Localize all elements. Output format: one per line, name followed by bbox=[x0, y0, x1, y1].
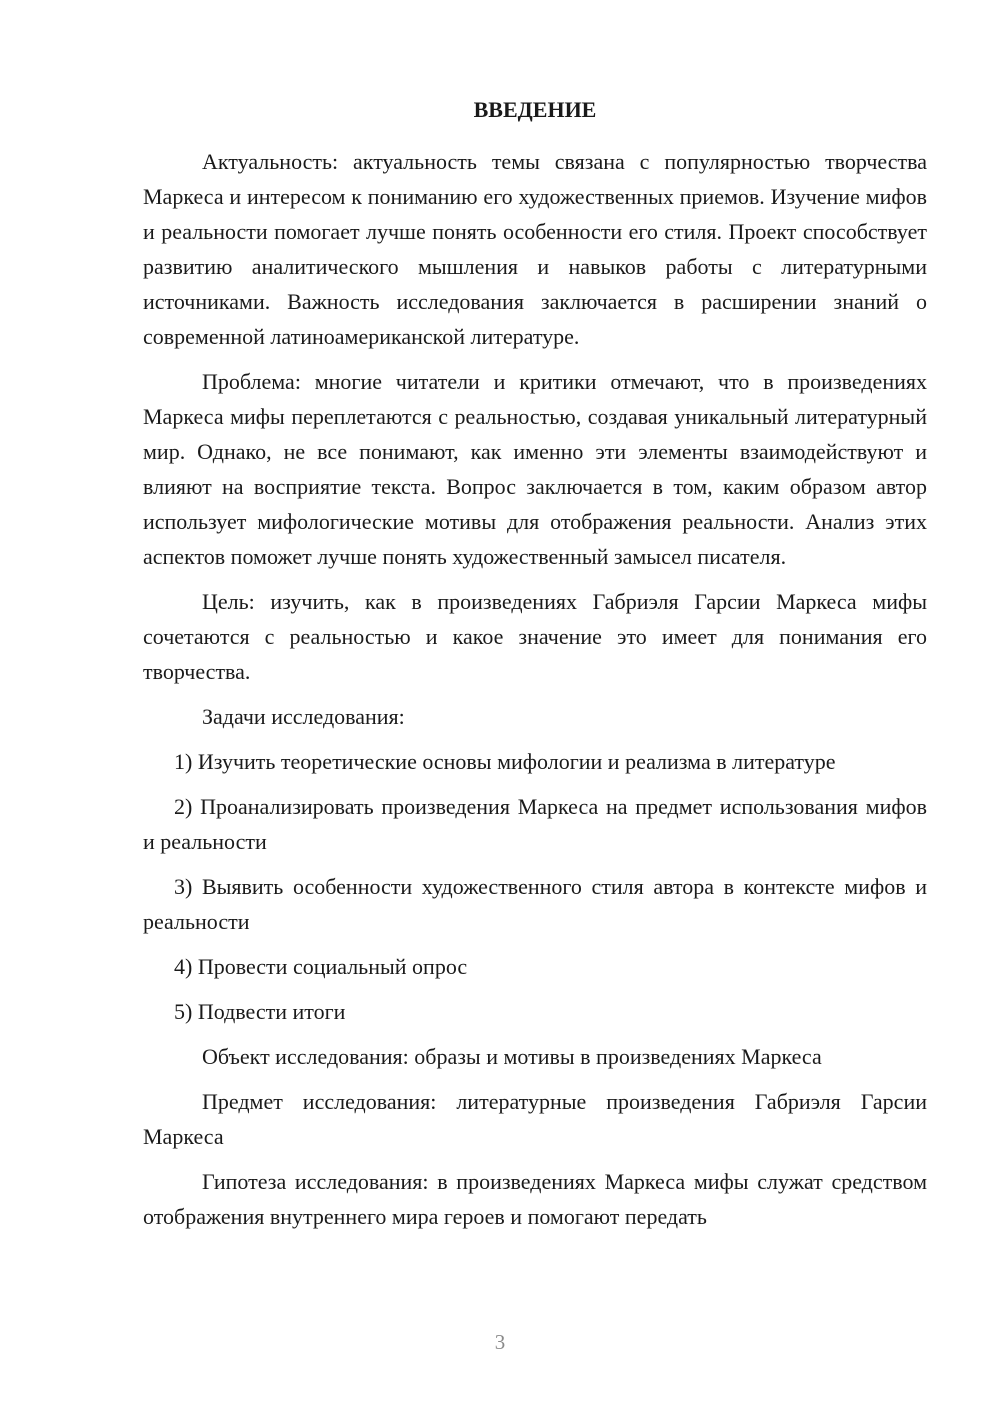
page-number: 3 bbox=[494, 1330, 506, 1354]
task-item-5: 5) Подвести итоги bbox=[174, 999, 346, 1024]
relevance-paragraph: Актуальность: актуальность темы связана с популярностью творчества Маркеса и интересом к пониманию его художественных приемов. Изучение мифов и реальности помогает лучше понять особенности его стиля. Проект способствует развитию аналитического мышления и навыков работы с литературными источниками. Важность исследования заключается в расширении знаний о современной латиноамериканской литературе. bbox=[143, 149, 927, 349]
task-item-1: 1) Изучить теоретические основы мифологии и реализма в литературе bbox=[174, 749, 836, 774]
task-item-2: 2) Проанализировать произведения Маркеса на предмет использования мифов и реальности bbox=[143, 794, 927, 854]
document-page bbox=[143, 88, 927, 1244]
tasks-title: Задачи исследования: bbox=[202, 704, 405, 729]
object-paragraph: Объект исследования: образы и мотивы в произведениях Маркеса bbox=[202, 1044, 822, 1069]
goal-paragraph: Цель: изучить, как в произведениях Габриэля Гарсии Маркеса мифы сочетаются с реальностью и какое значение это имеет для понимания его творчества. bbox=[143, 589, 927, 684]
task-item-3: 3) Выявить особенности художественного стиля автора в контексте мифов и реальности bbox=[143, 874, 927, 934]
subject-paragraph: Предмет исследования: литературные произведения Габриэля Гарсии Маркеса bbox=[143, 1089, 927, 1149]
problem-paragraph: Проблема: многие читатели и критики отмечают, что в произведениях Маркеса мифы переплетаются с реальностью, создавая уникальный литературный мир. Однако, не все понимают, как именно эти элементы взаимодействуют и влияют на восприятие текста. Вопрос заключается в том, каким образом автор использует мифологические мотивы для отображения реальности. Анализ этих аспектов поможет лучше понять художественный замысел писателя. bbox=[143, 369, 927, 569]
section-heading: ВВЕДЕНИЕ bbox=[473, 97, 597, 122]
hypothesis-paragraph: Гипотеза исследования: в произведениях Маркеса мифы служат средством отображения внутреннего мира героев и помогают передать bbox=[143, 1169, 927, 1229]
task-item-4: 4) Провести социальный опрос bbox=[174, 954, 468, 979]
